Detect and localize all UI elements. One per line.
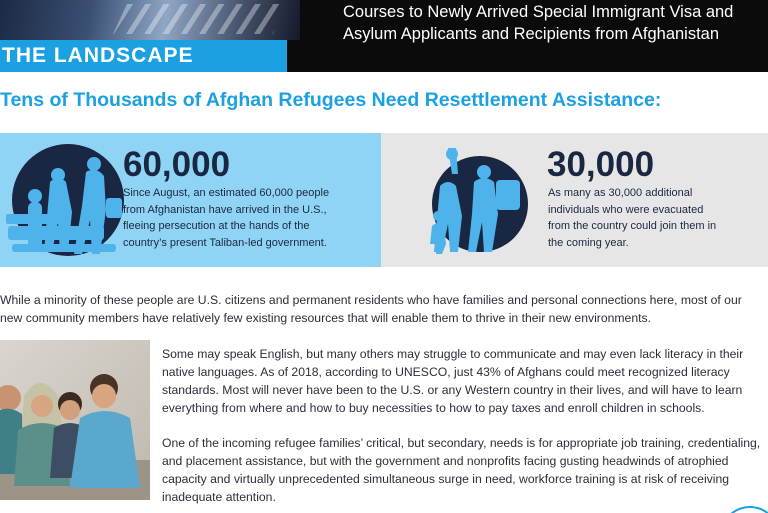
- stat-card-30000: [381, 133, 768, 267]
- section-label: THE LANDSCAPE: [0, 40, 287, 72]
- section-heading: Tens of Thousands of Afghan Refugees Need Resettlement Assistance:: [0, 89, 662, 111]
- family-photo: [0, 340, 150, 500]
- intro-paragraph: While a minority of these people are U.S. citizens and permanent residents who have families and personal connections here, most of our new community members have relatively few existing resources that will enable them to thrive in their new environments.: [0, 293, 742, 325]
- stat-card-60000: [0, 133, 381, 267]
- body-paragraph-2: One of the incoming refugee families’ critical, but secondary, needs is for appropriate job training, credentialing, and placement assistance, but with the government and nonprofits facing gusting headwinds of atrophied capacity and virtually unprecedented simultaneous surge in need, workforce training is at risk of receiving inadequate attention.: [162, 436, 761, 504]
- header-photo: [0, 0, 300, 40]
- decorative-arc: [720, 506, 768, 513]
- stat-number: 30,000: [547, 145, 655, 184]
- body-paragraph-1: Some may speak English, but many others may struggle to communicate and may even lack literacy in their native languages. As of 2018, according to UNESCO, just 43% of Afghans could meet recognized literacy standards. Most will never have been to the U.S. or any Western country in their lives, and will have to learn everything from where and how to buy necessities to how to pay taxes and enroll children in schools.: [162, 347, 744, 415]
- stat-description: As many as 30,000 additional individuals who were evacuated from the country could join them in the coming year.: [548, 187, 717, 249]
- refugee-family-walking-icon: [6, 142, 124, 258]
- stat-description: Since August, an estimated 60,000 people from Afghanistan have arrived in the U.S., fleeing persecution at the hands of the country’s present Taliban-led government.: [123, 187, 330, 249]
- refugee-family-luggage-icon: [430, 146, 536, 256]
- stat-number: 60,000: [123, 145, 231, 184]
- document-title: Courses to Newly Arrived Special Immigrant Visa and Asylum Applicants and Recipients from Afghanistan: [343, 3, 734, 43]
